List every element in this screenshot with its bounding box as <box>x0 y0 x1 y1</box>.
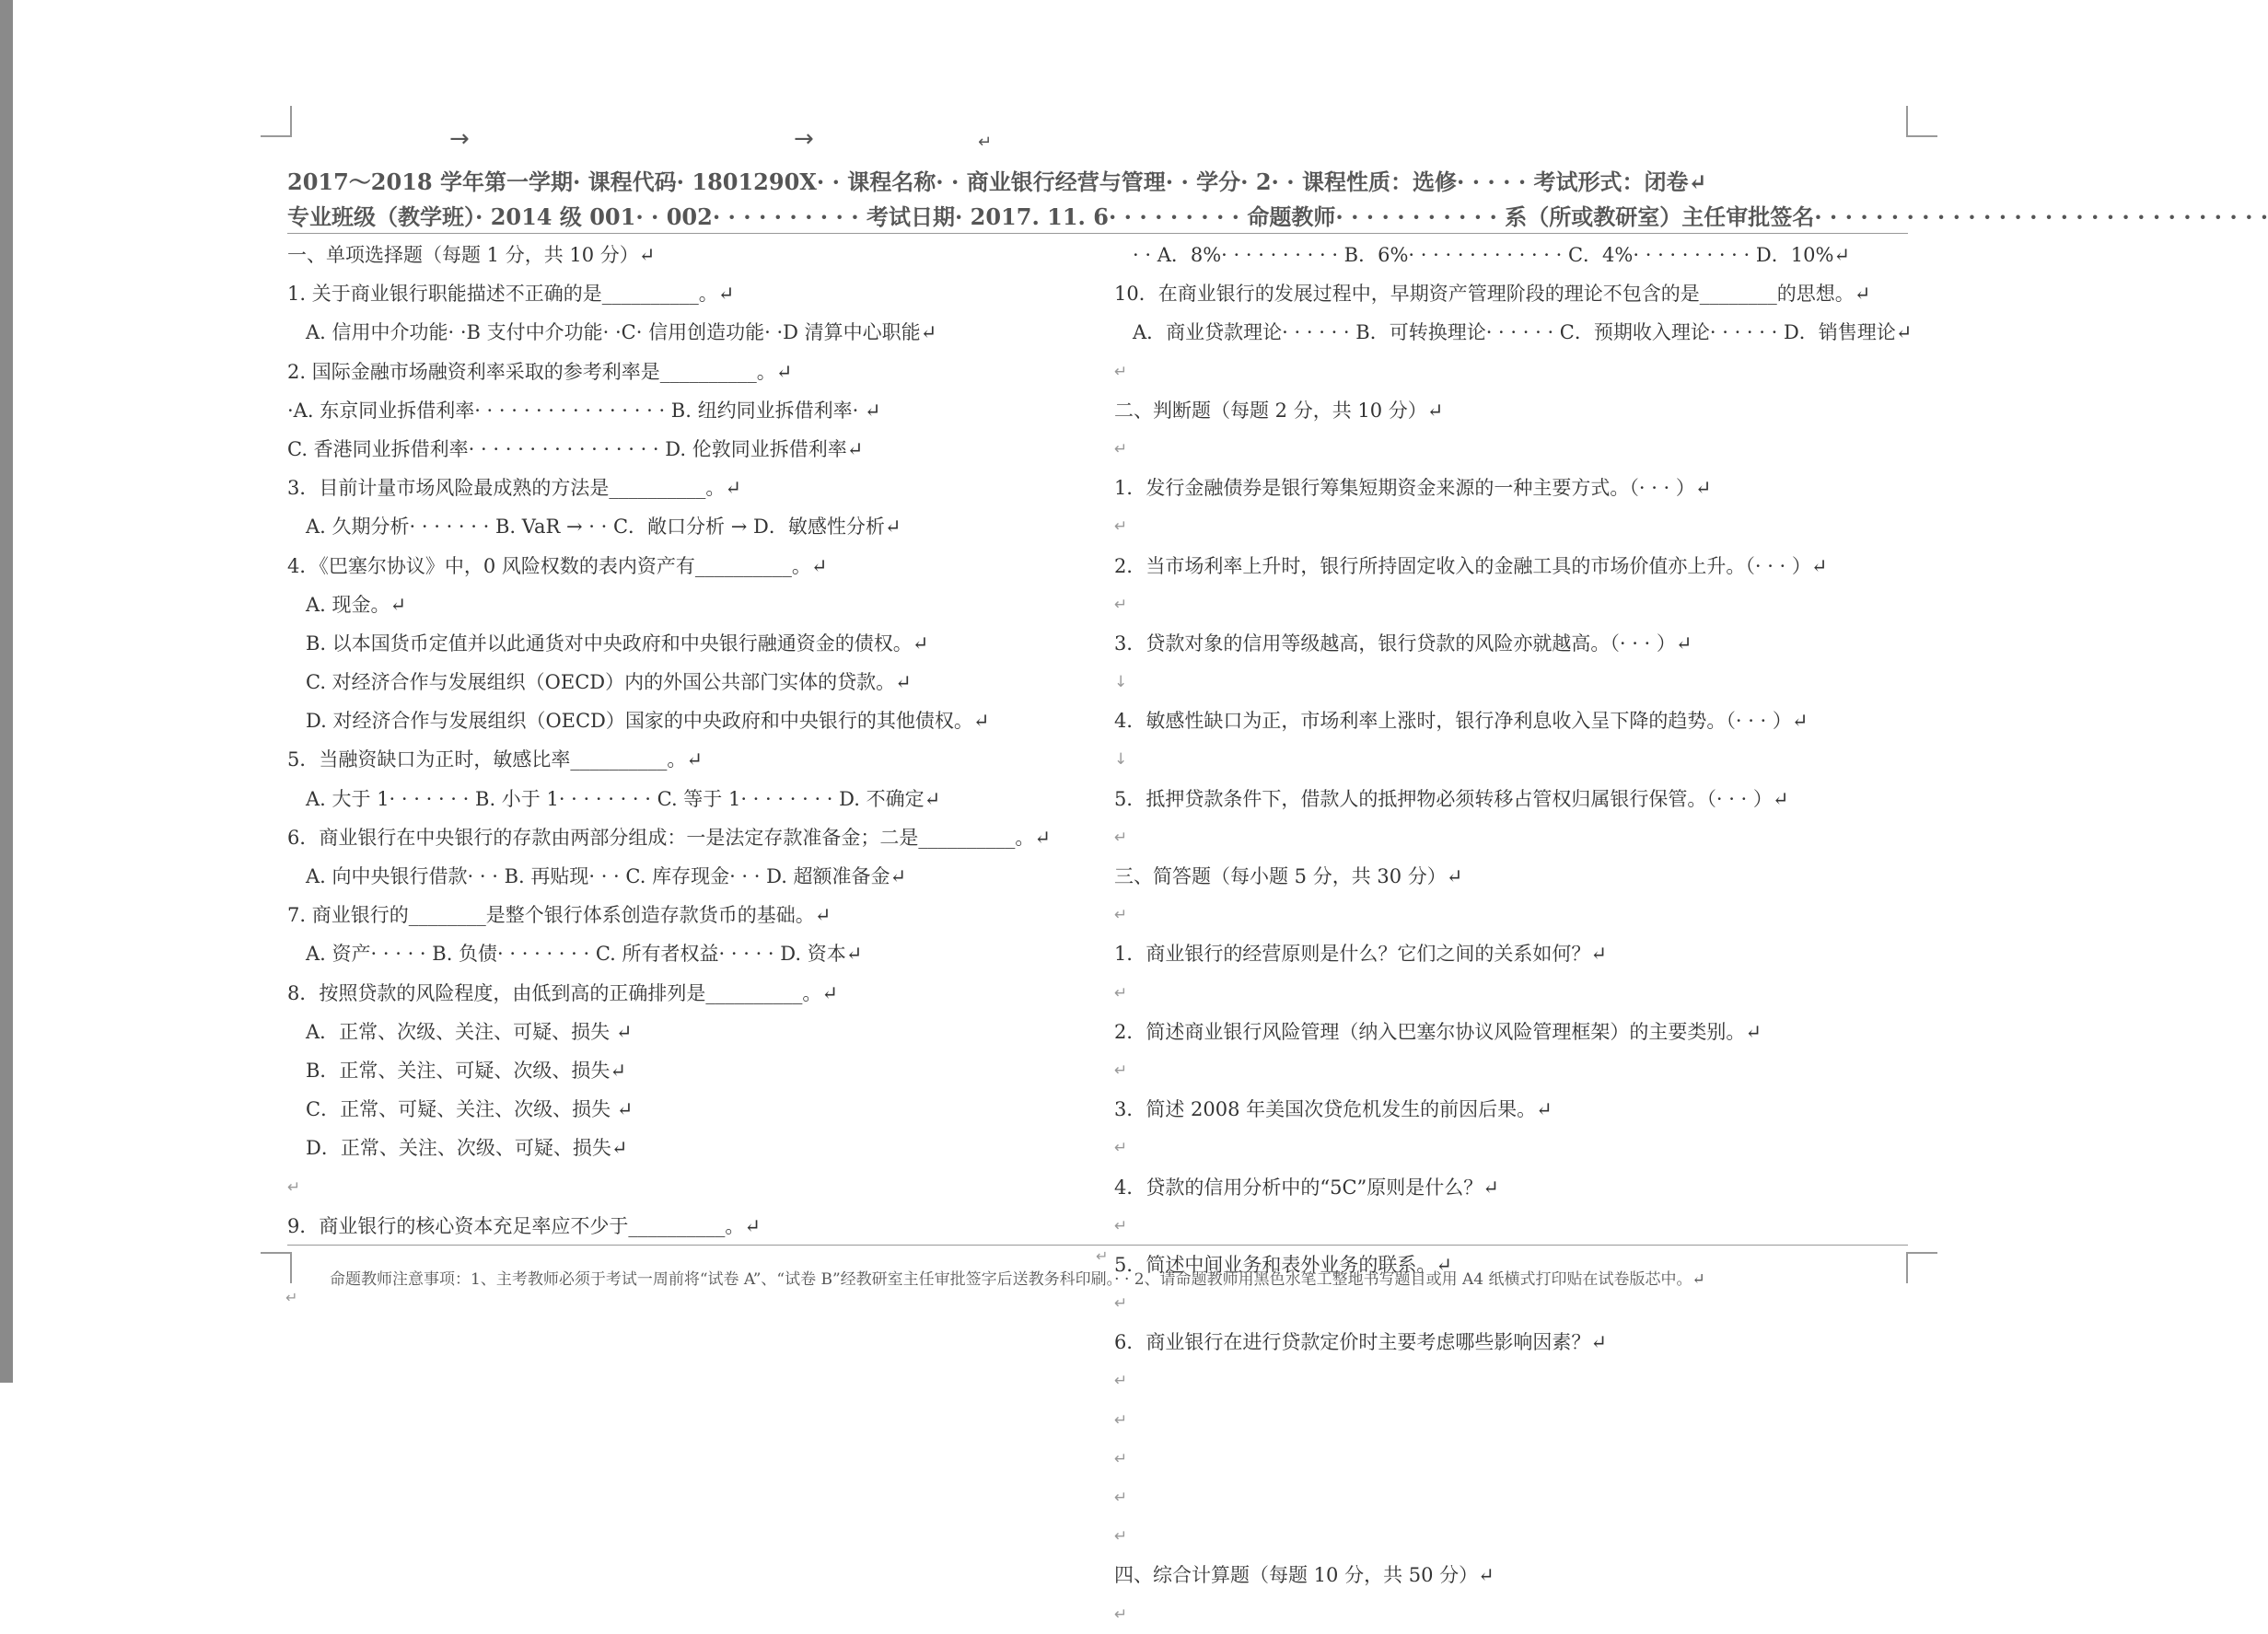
crop-mark-top-right <box>1906 106 1937 137</box>
question-text: 9．商业银行的核心资本充足率应不少于__________。↵ <box>287 1214 761 1237</box>
answer-options: A. 信用中介功能· ·B 支付中介功能· ·C· 信用创造功能· ·D 清算中心职能↵ <box>306 321 937 344</box>
paragraph-mark: ↵ <box>287 1177 301 1197</box>
question-text: 2．当市场利率上升时，银行所持固定收入的金融工具的市场价值亦上升。（· · · ）↵ <box>1114 554 1828 577</box>
paragraph-mark: ↵ <box>1114 1410 1128 1430</box>
paragraph-mark: ↵ <box>1114 1489 1128 1507</box>
line-break-mark: ↓ <box>1114 673 1128 692</box>
answer-option: C. 对经济合作与发展组织（OECD）内的外国公共部门实体的贷款。↵ <box>306 671 912 694</box>
tab-arrow-icon: → <box>794 125 814 153</box>
answer-options: ·A. 东京同业拆借利率· · · · · · · · · · · · · · · · B. 纽约同业拆借利率· ↵ <box>287 399 881 422</box>
paragraph-mark: ↵ <box>1114 595 1128 614</box>
paragraph-mark: ↵ <box>1114 1605 1128 1624</box>
footer-notes: 命题教师注意事项：1、主考教师必须于考试一周前将“试卷 A”、“试卷 B”经教研室主任审批签字后送教务科印刷。· · 2、请命题教师用黑色水笔工整地书写题目或用 A4 纸横式打印贴在试卷版芯中。↵ <box>330 1270 1705 1289</box>
answer-options: A. 向中央银行借款· · · B. 再贴现· · · C. 库存现金· · · D. 超额准备金↵ <box>306 865 907 887</box>
question-text: 8．按照贷款的风险程度，由低到高的正确排列是__________。↵ <box>287 981 838 1004</box>
answer-option: A. 现金。↵ <box>306 593 407 616</box>
question-text: 10．在商业银行的发展过程中，早期资产管理阶段的理论不包含的是________的思想。↵ <box>1114 283 1871 306</box>
paragraph-mark: ↵ <box>1114 1372 1128 1391</box>
answer-option: A．正常、次级、关注、可疑、损失 ↵ <box>306 1020 633 1043</box>
question-text: 4．《巴塞尔协议》中，0 风险权数的表内资产有__________。↵ <box>287 554 828 577</box>
answer-option: B．正常、关注、可疑、次级、损失↵ <box>306 1059 627 1082</box>
question-text: 5．简述中间业务和表外业务的联系。↵ <box>1114 1253 1452 1276</box>
answer-options: C. 香港同业拆借利率· · · · · · · · · · · · · · · · D. 伦敦同业拆借利率↵ <box>287 437 864 460</box>
paragraph-mark: ↵ <box>1114 1527 1128 1547</box>
paragraph-mark: ↵ <box>1114 517 1128 537</box>
paragraph-mark: ↵ <box>1114 906 1128 925</box>
question-text: 5．当融资缺口为正时，敏感比率__________。↵ <box>287 748 703 771</box>
paragraph-mark: ↵ <box>1114 1060 1128 1080</box>
paragraph-mark-icon: ↵ <box>1096 1247 1109 1265</box>
question-text: 1. 关于商业银行职能描述不正确的是__________。↵ <box>287 283 735 306</box>
answer-options: A．商业贷款理论· · · · · · B．可转换理论· · · · · · C．预期收入理论· · · · · · D．销售理论↵ <box>1133 321 1913 344</box>
footer-rule <box>287 1245 1908 1246</box>
crop-mark-bottom-left <box>261 1252 292 1283</box>
question-text: 3．简述 2008 年美国次贷危机发生的前因后果。↵ <box>1114 1098 1553 1121</box>
tab-arrow-icon: → <box>449 125 470 153</box>
question-text: 5．抵押贷款条件下，借款人的抵押物必须转移占管权归属银行保管。（· · · ）↵ <box>1114 787 1789 810</box>
question-text: 4．贷款的信用分析中的“5C”原则是什么？↵ <box>1114 1176 1499 1199</box>
section-heading: 二、判断题（每题 2 分，共 10 分）↵ <box>1114 399 1444 422</box>
question-text: 3．贷款对象的信用等级越高，银行贷款的风险亦就越高。（· · · ）↵ <box>1114 632 1692 655</box>
question-text: 7. 商业银行的________是整个银行体系创造存款货币的基础。↵ <box>287 904 832 927</box>
crop-mark-top-left <box>261 106 292 137</box>
question-text: 6．商业银行在进行贷款定价时主要考虑哪些影响因素？↵ <box>1114 1331 1607 1354</box>
answer-option: D．正常、关注、次级、可疑、损失↵ <box>306 1137 628 1160</box>
paragraph-mark-icon: ↵ <box>285 1289 298 1306</box>
question-text: 2．简述商业银行风险管理（纳入巴塞尔协议风险管理框架）的主要类别。↵ <box>1114 1020 1762 1043</box>
paragraph-mark: ↵ <box>1114 1294 1128 1314</box>
paragraph-mark-icon: ↵ <box>978 133 993 152</box>
answer-options: A. 久期分析· · · · · · · B. VaR → · · C．敞口分析 → D．敏感性分析↵ <box>306 516 901 539</box>
section-heading: 四、综合计算题（每题 10 分，共 50 分）↵ <box>1114 1564 1495 1587</box>
exam-header-line-2: 专业班级（教学班）· 2014 级 001· · 002· · · · · · · · · · 考试日期· 2017. 11. 6· · · · · · · · · 命题教师· · · · · · · · · · · 系（所或教研室）主任审批签名· · · · · · · · · · · · · · · · · · · · · · · · · · · · · · <box>287 203 2268 230</box>
paragraph-mark: ↵ <box>1114 439 1128 458</box>
header-rule <box>287 233 1908 234</box>
question-text: 1．商业银行的经营原则是什么？它们之间的关系如何？↵ <box>1114 943 1607 966</box>
answer-options: A. 资产· · · · · B. 负债· · · · · · · · C. 所有者权益· · · · · D. 资本↵ <box>306 943 863 966</box>
paragraph-mark: ↵ <box>1114 983 1128 1002</box>
right-column <box>1114 236 1912 1634</box>
paragraph-mark: ↵ <box>1114 828 1128 847</box>
answer-options: A. 大于 1· · · · · · · B. 小于 1· · · · · · · · C. 等于 1· · · · · · · · D. 不确定↵ <box>306 787 941 810</box>
paragraph-mark: ↵ <box>1114 1139 1128 1158</box>
answer-options: · · A．8%· · · · · · · · · · B．6%· · · · · · · · · · · · · C．4%· · · · · · · · · · D．10%↵ <box>1133 244 1850 266</box>
line-break-mark: ↓ <box>1114 750 1128 770</box>
paragraph-mark: ↵ <box>1114 1216 1128 1235</box>
section-heading: 三、简答题（每小题 5 分，共 30 分）↵ <box>1114 865 1463 887</box>
question-text: 3．目前计量市场风险最成熟的方法是__________。↵ <box>287 477 741 500</box>
left-window-edge <box>0 0 13 1383</box>
exam-header-line-1: 2017～2018 学年第一学期· 课程代码· 1801290X· · 课程名称· · 商业银行经营与管理· · 学分· 2· · 课程性质：选修· · · · · 考试形式：闭卷↵ <box>287 168 1707 195</box>
answer-option: C．正常、可疑、关注、次级、损失 ↵ <box>306 1098 634 1121</box>
answer-option: B. 以本国货币定值并以此通货对中央政府和中央银行融通资金的债权。↵ <box>306 632 929 655</box>
question-text: 1．发行金融债券是银行筹集短期资金来源的一种主要方式。（· · · ）↵ <box>1114 477 1712 500</box>
question-text: 4．敏感性缺口为正，市场利率上涨时，银行净利息收入呈下降的趋势。（· · · ）↵ <box>1114 710 1809 733</box>
paragraph-mark: ↵ <box>1114 1449 1128 1468</box>
answer-option: D. 对经济合作与发展组织（OECD）国家的中央政府和中央银行的其他债权。↵ <box>306 710 990 733</box>
question-text: 2. 国际金融市场融资利率采取的参考利率是__________。↵ <box>287 360 793 383</box>
section-heading: 一、单项选择题（每题 1 分，共 10 分）↵ <box>287 244 656 266</box>
left-column <box>287 236 1051 1246</box>
paragraph-mark: ↵ <box>1114 362 1128 381</box>
question-text: 6．商业银行在中央银行的存款由两部分组成：一是法定存款准备金；二是__________。↵ <box>287 826 1051 849</box>
